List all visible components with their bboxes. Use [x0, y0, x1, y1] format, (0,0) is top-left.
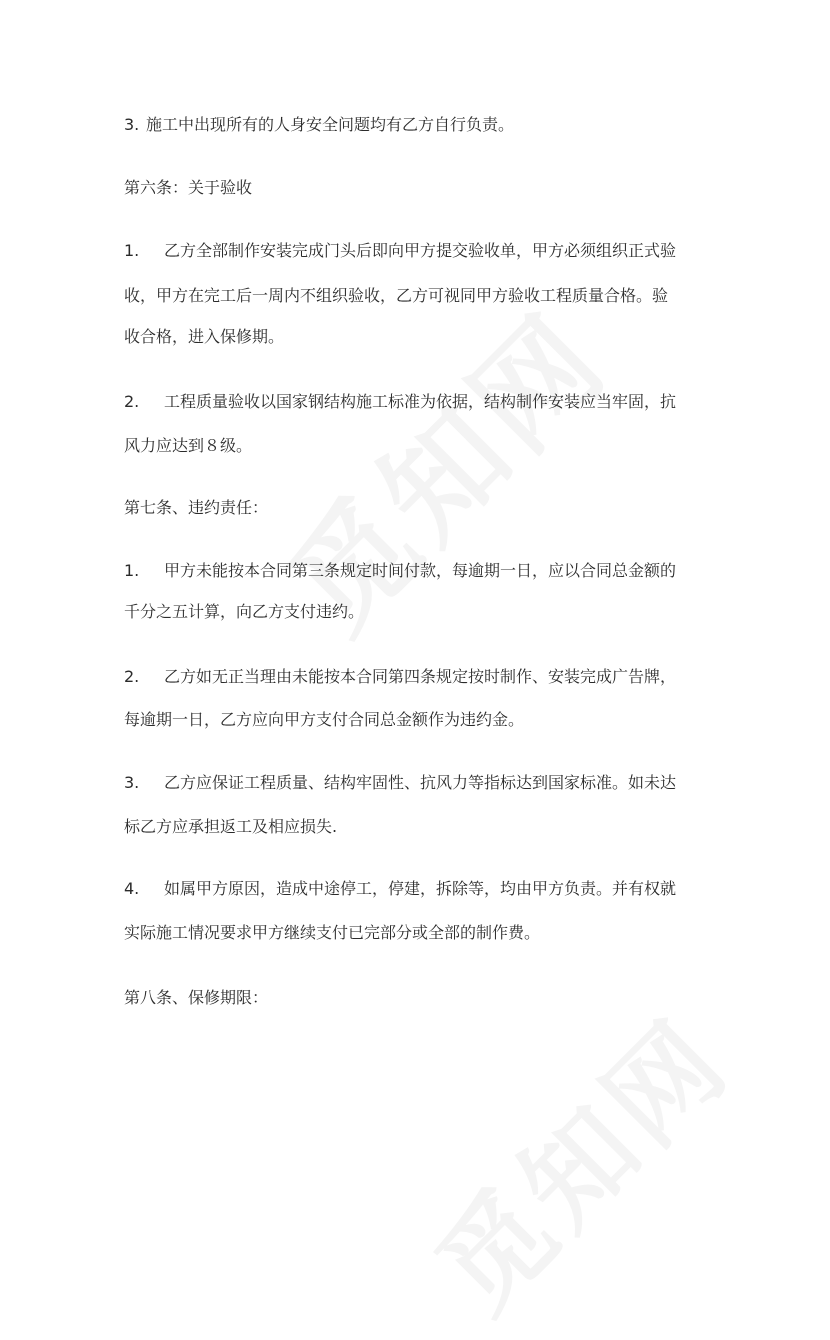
clause-continuation [124, 436, 252, 456]
section-heading [124, 988, 268, 1008]
clause-item [124, 392, 676, 412]
item-text: 工程质量验收以国家钢结构施工标准为依据，结构制作安装应当牢固，抗 [164, 392, 677, 411]
clause-item [124, 667, 676, 687]
clause-item [124, 115, 514, 135]
clause-continuation [124, 923, 540, 943]
item-text: 收合格，进入保修期。 [124, 327, 285, 346]
section-heading [124, 498, 268, 518]
item-number: 2. [124, 392, 140, 411]
item-text: 甲方未能按本合同第三条规定时间付款，每逾期一日，应以合同总金额的 [164, 561, 677, 580]
section-heading [124, 178, 252, 198]
item-text: 乙方应保证工程质量、结构牢固性、抗风力等指标达到国家标准。如未达 [164, 773, 677, 792]
heading-text: 第八条、保修期限： [124, 988, 269, 1007]
heading-text: 第六条：关于验收 [124, 178, 253, 197]
item-number: 4. [124, 879, 140, 898]
item-text: 施工中出现所有的人身安全问题均有乙方自行负责。 [146, 115, 515, 134]
item-number: 1. [124, 241, 140, 260]
item-number: 1. [124, 561, 140, 580]
clause-item [124, 241, 676, 261]
item-text: 风力应达到８级。 [124, 436, 253, 455]
item-text: 标乙方应承担返工及相应损失. [124, 817, 338, 836]
item-text: 千分之五计算，向乙方支付违约。 [124, 602, 365, 621]
item-text: 收，甲方在完工后一周内不组织验收，乙方可视同甲方验收工程质量合格。验 [124, 286, 669, 305]
item-text: 乙方全部制作安装完成门头后即向甲方提交验收单，甲方必须组织正式验 [164, 241, 677, 260]
clause-item [124, 773, 676, 793]
clause-continuation [124, 602, 364, 622]
clause-item [124, 561, 676, 581]
item-number: 3. [124, 773, 140, 792]
heading-text: 第七条、违约责任： [124, 498, 269, 517]
item-text: 如属甲方原因，造成中途停工，停建，拆除等，均由甲方负责。并有权就 [164, 879, 677, 898]
item-text: 乙方如无正当理由未能按本合同第四条规定按时制作、安装完成广告牌， [164, 667, 677, 686]
clause-continuation [124, 817, 337, 837]
clause-continuation [124, 286, 668, 306]
item-number: 2. [124, 667, 140, 686]
item-number: 3. [124, 115, 140, 134]
clause-item [124, 879, 676, 899]
item-text: 实际施工情况要求甲方继续支付已完部分或全部的制作费。 [124, 923, 541, 942]
clause-continuation [124, 327, 284, 347]
clause-continuation [124, 710, 524, 730]
item-text: 每逾期一日，乙方应向甲方支付合同总金额作为违约金。 [124, 710, 525, 729]
watermark [396, 978, 758, 1340]
